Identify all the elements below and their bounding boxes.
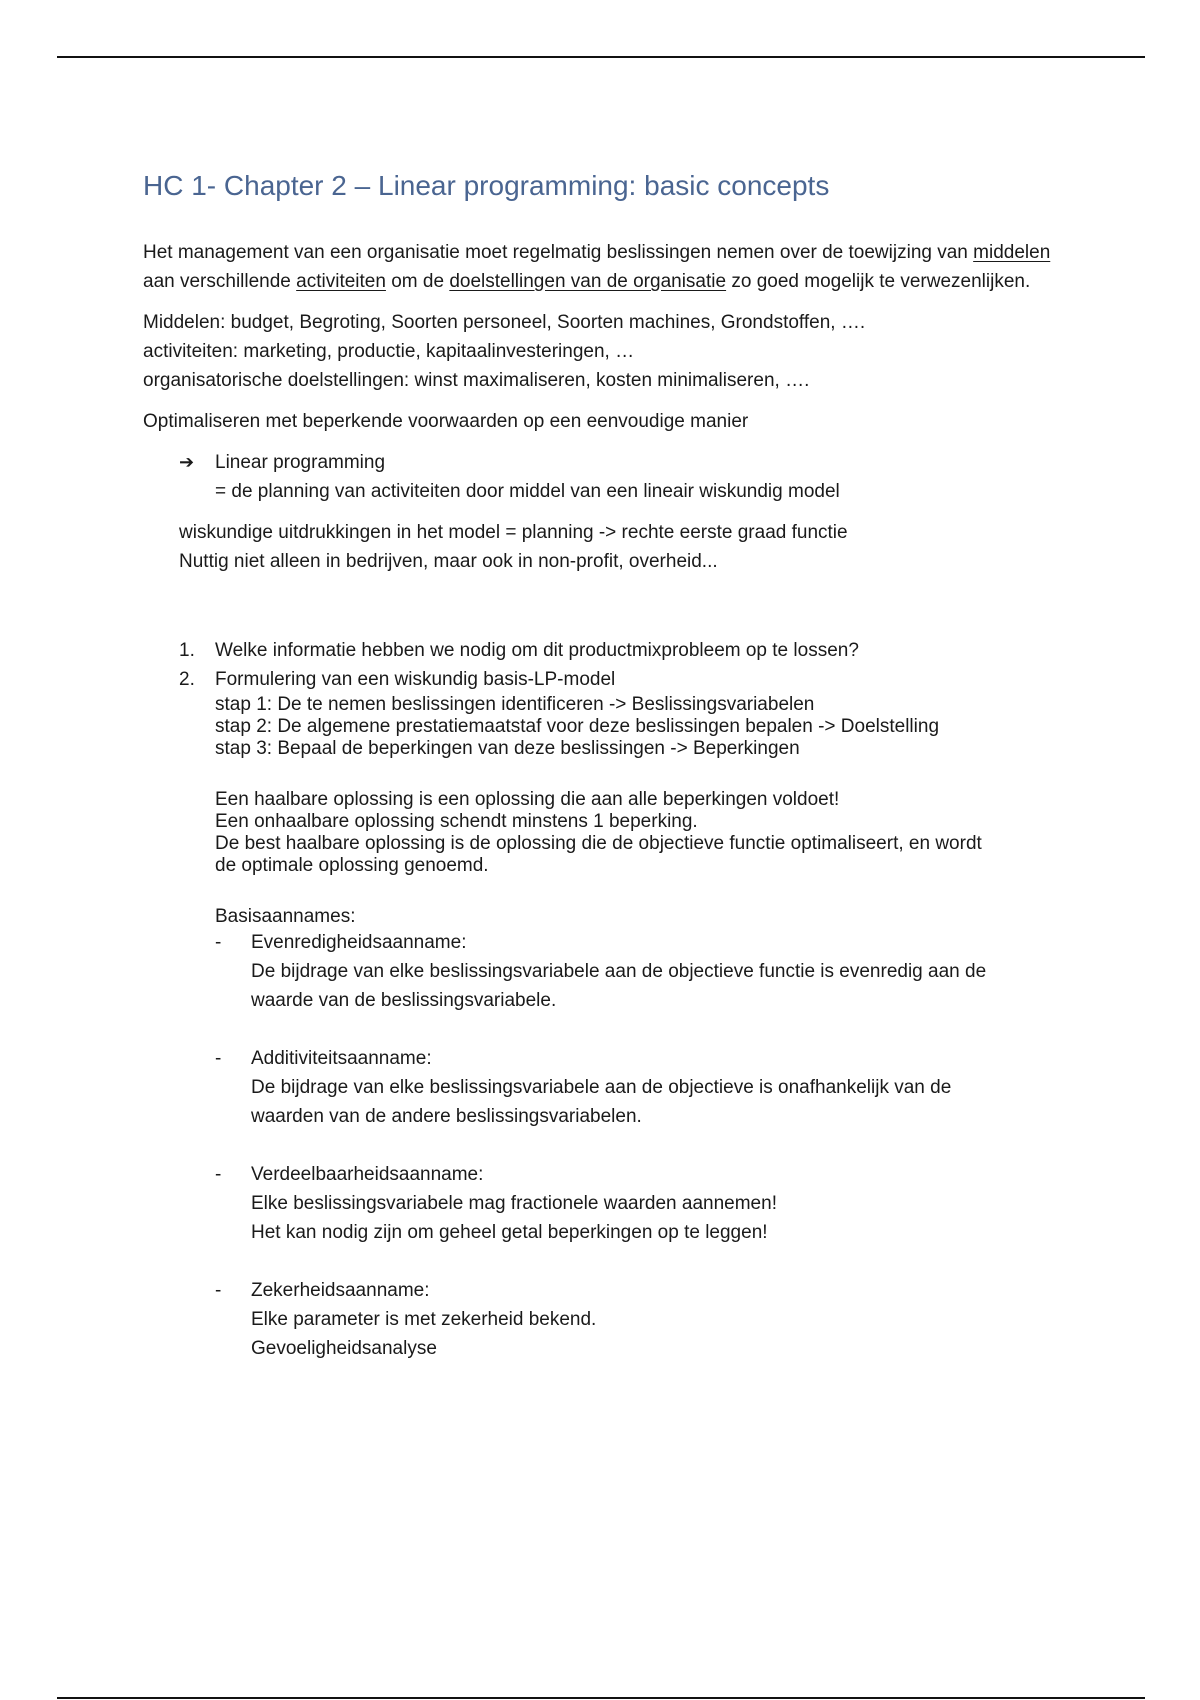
solution-line: De best haalbare oplossing is de oplossing die de objectieve functie optimaliseert, en wordt (215, 833, 982, 854)
assumption-name: Additiviteitsaanname: (251, 1048, 432, 1069)
dash-bullet: - (215, 932, 222, 953)
lp-definition: = de planning van activiteiten door middel van een lineair wiskundig model (215, 481, 840, 502)
definition-line: Middelen: budget, Begroting, Soorten personeel, Soorten machines, Grondstoffen, …. (143, 312, 866, 333)
list-item (179, 636, 1063, 665)
list-number: 1. (179, 640, 195, 661)
list-item-2-body (215, 694, 1063, 1363)
assumption-line: Elke parameter is met zekerheid bekend. (251, 1309, 597, 1330)
assumption-line: De bijdrage van elke beslissingsvariabele aan de objectieve is onafhankelijk van de (251, 1077, 952, 1098)
solution-line: Een onhaalbare oplossing schendt minstens 1 beperking. (215, 811, 698, 832)
list-number: 2. (179, 669, 195, 690)
step-line: stap 1: De te nemen beslissingen identificeren -> Beslissingsvariabelen (215, 694, 815, 715)
underline-activiteiten: activiteiten (296, 271, 386, 292)
arrow-right-icon: ➔ (179, 452, 195, 472)
assumption-name: Verdeelbaarheidsaanname: (251, 1164, 484, 1185)
underline-middelen: middelen (973, 242, 1051, 263)
header-rule (57, 56, 1145, 58)
definitions-paragraph (143, 308, 1063, 395)
step-line: stap 2: De algemene prestatiemaatstaf voor deze beslissingen bepalen -> Doelstelling (215, 716, 940, 737)
page-title: HC 1- Chapter 2 – Linear programming: basic concepts (143, 170, 830, 201)
notes-paragraph (179, 518, 1063, 576)
list-item (179, 665, 1063, 694)
assumption-item (215, 1044, 1063, 1131)
assumption-line: waarden van de andere beslissingsvariabelen. (251, 1106, 642, 1127)
intro-text: Het management van een organisatie moet regelmatig beslissingen nemen over de toewijzing van (143, 242, 974, 263)
document-body (143, 168, 1063, 1363)
solution-line: de optimale oplossing genoemd. (215, 855, 489, 876)
definition-line: activiteiten: marketing, productie, kapitaalinvesteringen, … (143, 341, 635, 362)
solution-line: Een haalbare oplossing is een oplossing die aan alle beperkingen voldoet! (215, 789, 840, 810)
assumption-line: Het kan nodig zijn om geheel getal beperkingen op te leggen! (251, 1222, 768, 1243)
assumption-line: De bijdrage van elke beslissingsvariabele aan de objectieve functie is evenredig aan de (251, 961, 987, 982)
numbered-list (179, 636, 1063, 1363)
assumption-item (215, 1160, 1063, 1247)
definition-line: organisatorische doelstellingen: winst maximaliseren, kosten minimaliseren, …. (143, 370, 810, 391)
note-line: wiskundige uitdrukkingen in het model = planning -> rechte eerste graad functie (179, 522, 848, 543)
intro-text: om de (385, 271, 450, 292)
lp-arrow-item (179, 448, 1063, 506)
intro-paragraph (143, 238, 1063, 296)
assumption-name: Zekerheidsaanname: (251, 1280, 430, 1301)
list-item-text: Formulering van een wiskundig basis-LP-model (215, 669, 616, 690)
dash-bullet: - (215, 1164, 222, 1185)
underline-doelstellingen: doelstellingen van de organisatie (449, 271, 727, 292)
intro-text: zo goed mogelijk te verwezenlijken. (726, 271, 1031, 292)
assumption-item (215, 928, 1063, 1015)
footer-rule (57, 1697, 1145, 1699)
dash-bullet: - (215, 1048, 222, 1069)
list-item-text: Welke informatie hebben we nodig om dit productmixprobleem op te lossen? (215, 640, 859, 661)
assumption-name: Evenredigheidsaanname: (251, 932, 467, 953)
intro-text: aan verschillende (143, 271, 297, 292)
assumptions-heading: Basisaannames: (215, 906, 356, 927)
assumption-line: Elke beslissingsvariabele mag fractionele waarden aannemen! (251, 1193, 777, 1214)
optimize-paragraph: Optimaliseren met beperkende voorwaarden op een eenvoudige manier (143, 411, 749, 432)
assumption-line: waarde van de beslissingsvariabele. (251, 990, 557, 1011)
step-line: stap 3: Bepaal de beperkingen van deze beslissingen -> Beperkingen (215, 738, 800, 759)
dash-bullet: - (215, 1280, 222, 1301)
lp-heading: Linear programming (215, 452, 386, 473)
assumption-item (215, 1276, 1063, 1363)
assumption-line: Gevoeligheidsanalyse (251, 1338, 437, 1359)
note-line: Nuttig niet alleen in bedrijven, maar ook in non-profit, overheid... (179, 551, 718, 572)
